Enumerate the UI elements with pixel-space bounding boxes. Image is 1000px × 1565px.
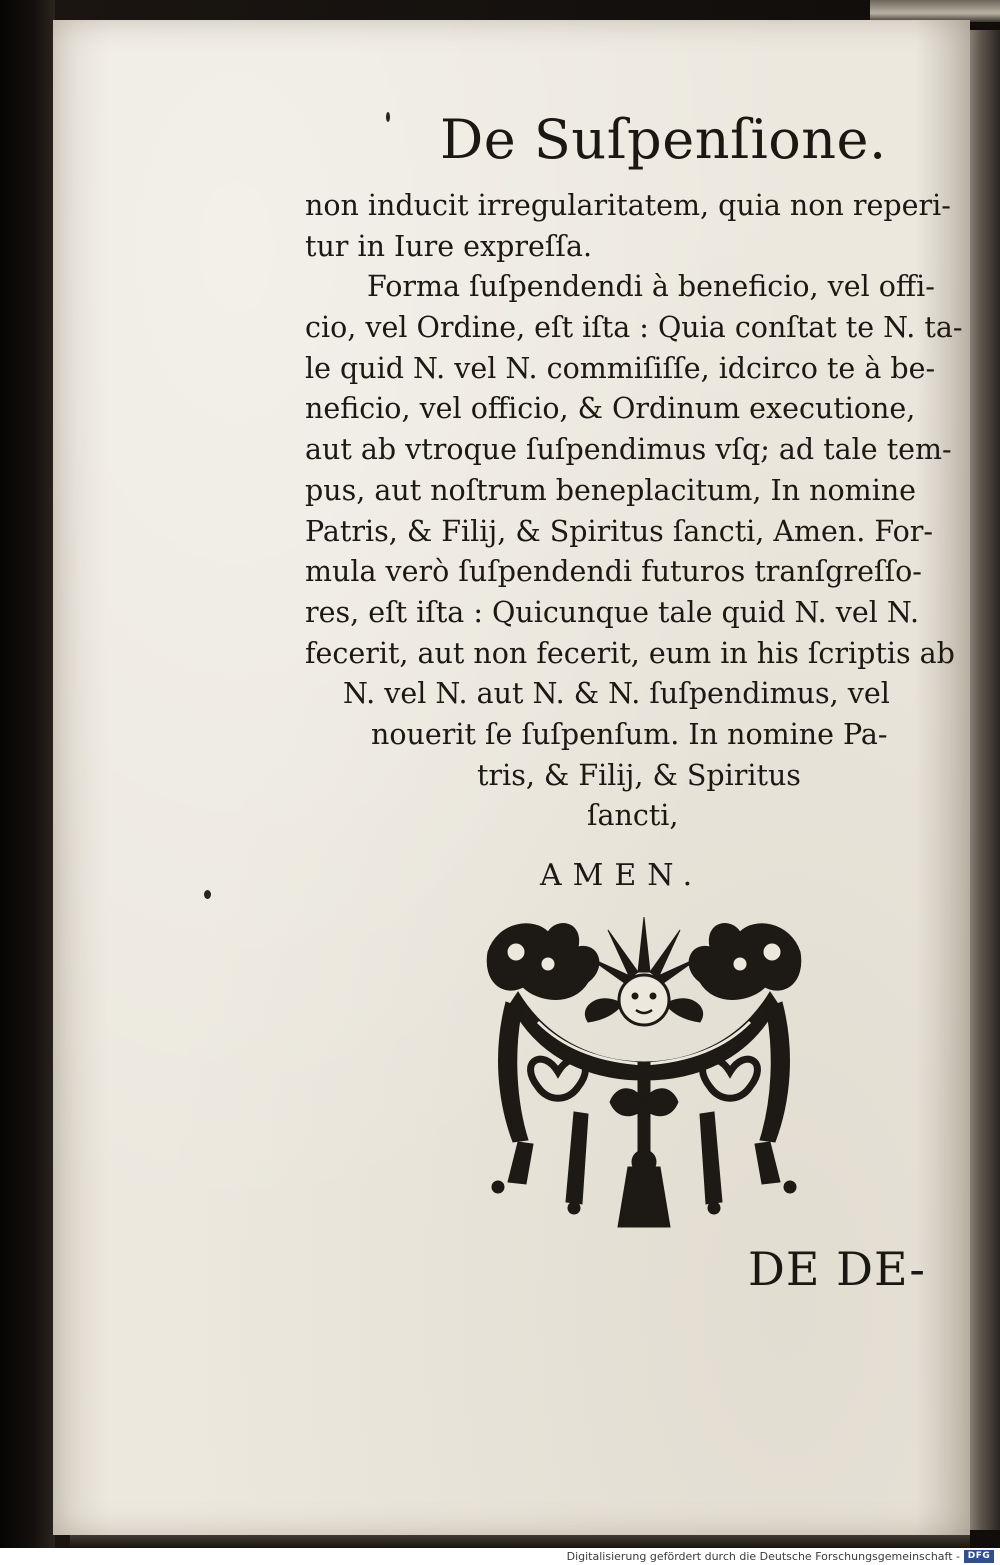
text-line: res, eſt iſta : Quicunque tale quid N. vel N. [305, 595, 920, 629]
ink-speck [204, 890, 211, 899]
text-line: mula verò ſuſpendendi futuros tranſgreſſo- [305, 555, 922, 589]
text-line: ſancti, [587, 799, 679, 833]
text-line: fecerit, aut non fecerit, eum in his ſcriptis ab [305, 636, 955, 670]
dfg-logo: DFG [964, 1550, 994, 1563]
text-line: N. vel N. aut N. & N. ſuſpendimus, vel [343, 677, 890, 711]
text-line: Patris, & Filij, & Spiritus ſancti, Amen. For- [305, 514, 933, 548]
page-fore-edge [968, 30, 1000, 1530]
cherub-festoon-tailpiece-icon [478, 912, 810, 1237]
ink-speck [386, 112, 390, 122]
text-line: non inducit irregularitatem, quia non reperi- [305, 189, 951, 222]
body-text [305, 186, 963, 837]
text-line: tris, & Filij, & Spiritus [477, 758, 801, 792]
binding-shadow [0, 0, 55, 1565]
text-line: tur in Iure expreſſa. [305, 229, 593, 263]
catchword: DE DE- [748, 1242, 926, 1296]
running-head: De Suſpenſione. [440, 108, 887, 171]
text-line: pus, aut noſtrum beneplacitum, In nomine [305, 473, 917, 507]
text-line: nouerit ſe ſuſpenſum. In nomine Pa- [371, 717, 888, 751]
page-top-edge [870, 0, 1000, 22]
text-line: neficio, vel officio, & Ordinum executione, [305, 392, 916, 426]
closing-amen: AMEN. [540, 858, 704, 893]
text-line: cio, vel Ordine, eſt iſta : Quia conſtat te N. ta- [305, 311, 963, 345]
text-line: Forma ſuſpendendi à beneficio, vel offi- [367, 270, 935, 304]
funding-credit: Digitalisierung gefördert durch die Deutsche Forschungsgemeinschaft - [566, 1550, 960, 1563]
text-line: le quid N. vel N. commiſiſſe, idcirco te à be- [305, 351, 936, 385]
text-line: aut ab vtroque ſuſpendimus vſq; ad tale tem- [305, 433, 952, 467]
